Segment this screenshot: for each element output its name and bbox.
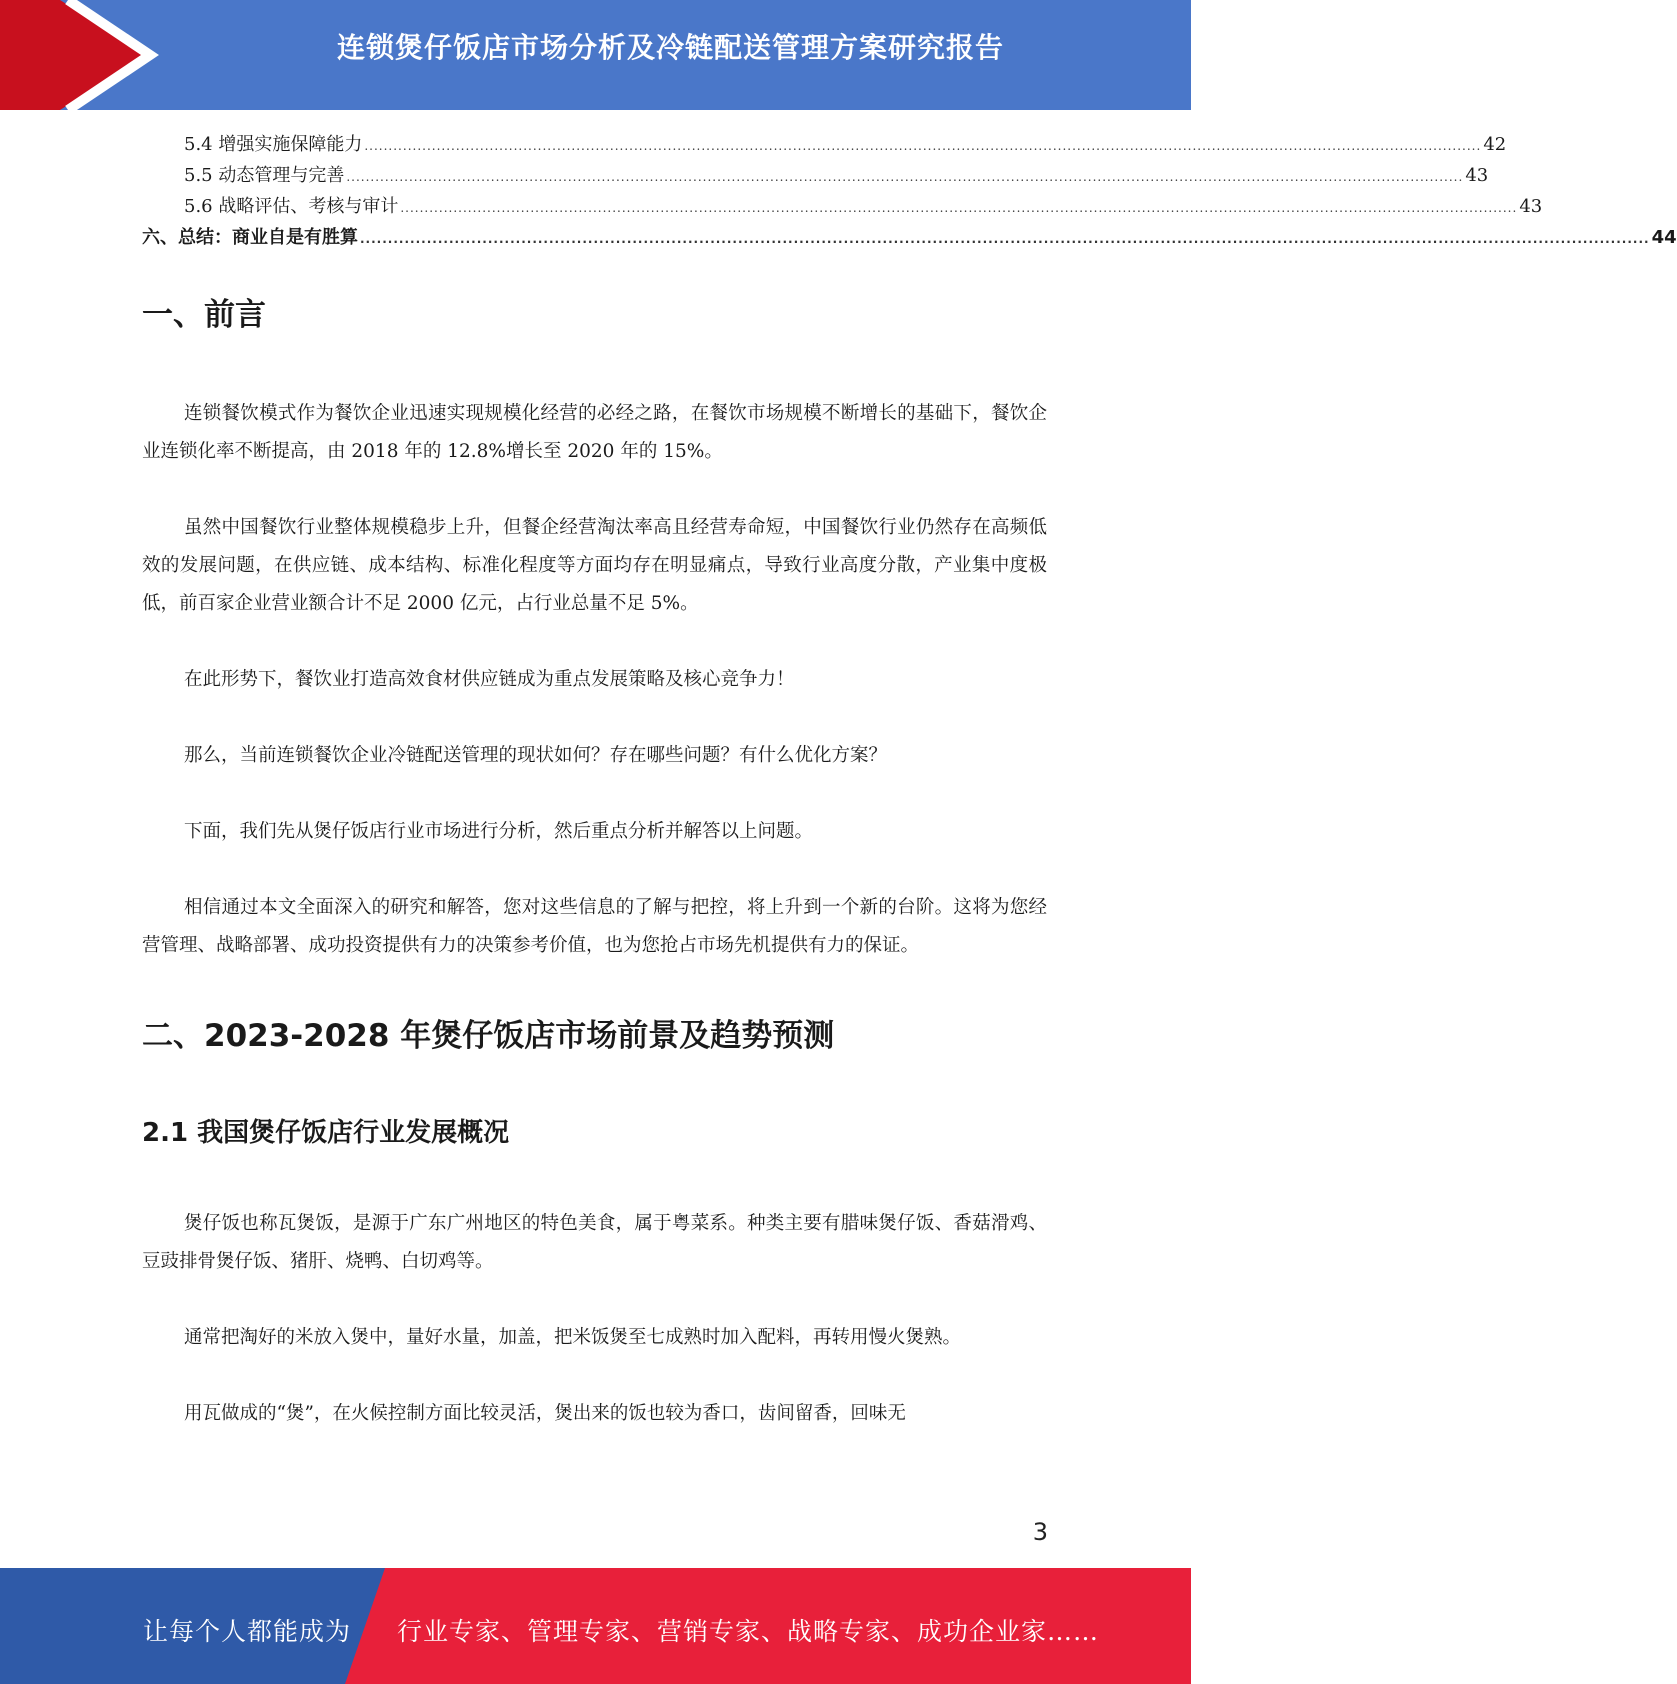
page-header xyxy=(0,0,1191,110)
paragraph: 用瓦做成的“煲”，在火候控制方面比较灵活，煲出来的饭也较为香口，齿间留香，回味无 xyxy=(184,1403,906,1424)
toc-leader-dots: ........................................................................................................................................................................................................................................ xyxy=(364,139,1482,153)
toc-entry-page: 43 xyxy=(1519,196,1543,217)
toc-leader-dots: ........................................................................................................................................................................................................................................ xyxy=(346,170,1464,184)
section-heading-preface: 一、前言 xyxy=(142,297,266,333)
paragraph: 煲仔饭也称瓦煲饭，是源于广东广州地区的特色美食，属于粤菜系。种类主要有腊味煲仔饭、香菇滑鸡、豆豉排骨煲仔饭、猪肝、烧鸭、白切鸡等。 xyxy=(142,1213,1047,1272)
paragraph: 相信通过本文全面深入的研究和解答，您对这些信息的了解与把控，将上升到一个新的台阶。这将为您经营管理、战略部署、成功投资提供有力的决策参考价值，也为您抢占市场先机提供有力的保证。 xyxy=(142,897,1047,956)
paragraph: 连锁餐饮模式作为餐饮企业迅速实现规模化经营的必经之路，在餐饮市场规模不断增长的基础下，餐饮企业连锁化率不断提高，由 2018 年的 12.8%增长至 2020 年的 15%。 xyxy=(142,403,1047,462)
toc-leader-dots: ........................................................................................................................................................................................................................................ xyxy=(360,232,1650,246)
toc-entry-label: 5.4 增强实施保障能力 xyxy=(184,134,363,155)
report-title: 连锁煲仔饭店市场分析及冷链配送管理方案研究报告 xyxy=(336,31,1004,64)
toc-leader-dots: ........................................................................................................................................................................................................................................ xyxy=(400,201,1518,215)
toc-entry[interactable] xyxy=(142,160,1489,191)
footer-slogan-right: 行业专家、管理专家、营销专家、战略专家、成功企业家…… xyxy=(397,1617,1100,1646)
toc-entry-page: 42 xyxy=(1483,134,1507,155)
page-footer xyxy=(0,1568,1191,1684)
paragraph: 虽然中国餐饮行业整体规模稳步上升，但餐企经营淘汰率高且经营寿命短，中国餐饮行业仍然存在高频低效的发展问题，在供应链、成本结构、标准化程度等方面均存在明显痛点，导致行业高度分散，产业集中度极低，前百家企业营业额合计不足 2000 亿元，占行业总量不足 5%。 xyxy=(142,517,1047,614)
section-heading-forecast: 二、2023-2028 年煲仔饭店市场前景及趋势预测 xyxy=(142,1018,835,1054)
toc-entry-label: 5.6 战略评估、考核与审计 xyxy=(184,196,399,217)
footer-slogan-left: 让每个人都能成为 xyxy=(143,1617,352,1646)
paragraph: 那么，当前连锁餐饮企业冷链配送管理的现状如何？存在哪些问题？有什么优化方案？ xyxy=(184,745,888,766)
subsection-heading: 2.1 我国煲仔饭店行业发展概况 xyxy=(142,1118,510,1148)
paragraph: 下面，我们先从煲仔饭店行业市场进行分析，然后重点分析并解答以上问题。 xyxy=(184,821,814,842)
toc-entry[interactable] xyxy=(142,129,1507,160)
toc-entry[interactable] xyxy=(142,222,1677,253)
toc-entry[interactable] xyxy=(142,191,1543,222)
table-of-contents xyxy=(142,129,1677,253)
toc-entry-page: 44 xyxy=(1651,227,1677,248)
page-number: 3 xyxy=(1032,1518,1048,1546)
paragraph: 在此形势下，餐饮业打造高效食材供应链成为重点发展策略及核心竞争力！ xyxy=(184,669,795,690)
paragraph: 通常把淘好的米放入煲中，量好水量，加盖，把米饭煲至七成熟时加入配料，再转用慢火煲熟。 xyxy=(184,1327,962,1348)
toc-entry-label: 5.5 动态管理与完善 xyxy=(184,165,345,186)
toc-entry-label: 六、总结：商业自是有胜算 xyxy=(142,227,358,248)
document-body xyxy=(142,290,1047,1433)
toc-entry-page: 43 xyxy=(1465,165,1489,186)
